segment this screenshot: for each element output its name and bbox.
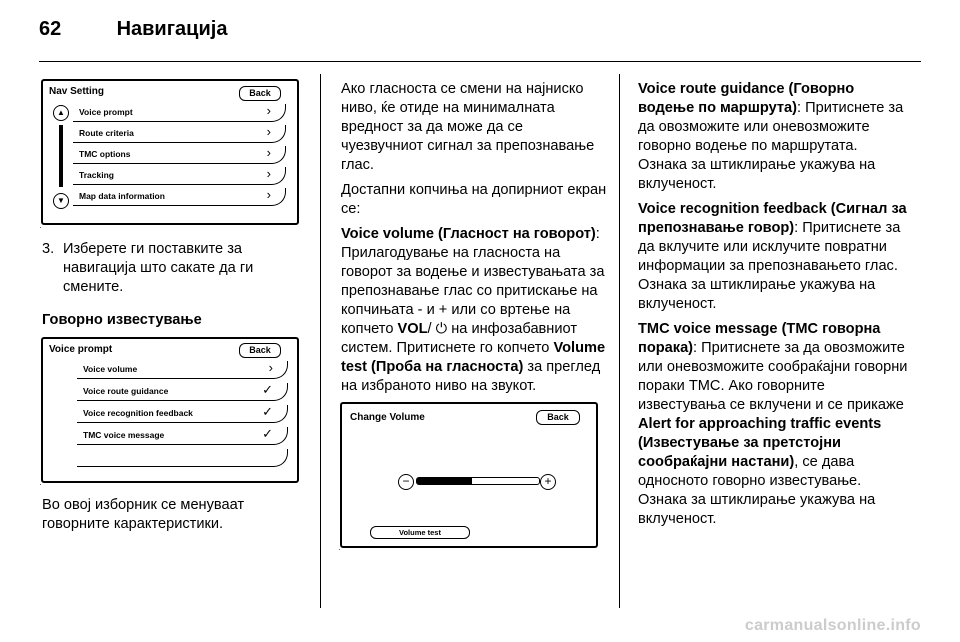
header-rule: [39, 61, 921, 62]
page-title: Навигација: [116, 18, 228, 40]
figure-change-volume: [340, 402, 598, 548]
chevron-right-icon: ›: [266, 145, 271, 160]
plus-button[interactable]: +: [540, 474, 556, 490]
volume-test-button[interactable]: Volume test: [370, 526, 470, 539]
scrollbar[interactable]: [59, 125, 63, 187]
text: за преглед на избраното ниво на звукот.: [341, 359, 601, 394]
menu-item-label: Voice route guidance: [83, 386, 169, 396]
figure-nav-setting: [41, 79, 299, 225]
menu-item-label: Map data information: [79, 191, 165, 201]
term-volume-test: Volume test (Проба на гласноста): [341, 340, 606, 375]
scroll-down-icon[interactable]: ▼: [53, 193, 69, 209]
menu-item-label: Tracking: [79, 170, 114, 180]
term-tmc-message: TMC voice message (TMC говорна порака): [638, 321, 881, 356]
chevron-right-icon: ›: [268, 360, 273, 375]
text: : Притиснете за да вклучите или исклучите повратни информации за препознавањето глас. Ознака за штиклирање укажува на вклученост.: [638, 220, 901, 312]
back-button[interactable]: Back: [239, 86, 281, 101]
volume-level: [417, 478, 472, 484]
menu-item[interactable]: [77, 427, 288, 445]
menu-item[interactable]: [73, 125, 286, 143]
menu-item[interactable]: [73, 167, 286, 185]
text: : Притиснете за да овозможите или оневозможите сообраќајни говорни пораки TMC. Ако говорните известувања се вклучени и се прикаже: [638, 340, 908, 413]
text: : Притиснете за да овозможите или оневозможите говорно водење по маршрутата. Ознака за штиклирање укажува на вклученост.: [638, 100, 904, 192]
figure-marker: ·: [338, 544, 341, 554]
section-heading: Говорно известување: [42, 312, 202, 328]
scroll-up-icon[interactable]: ▲: [53, 105, 69, 121]
checkmark-icon: ✓: [262, 404, 273, 419]
menu-item[interactable]: [77, 361, 288, 379]
figure-title: Nav Setting: [49, 86, 105, 97]
col3-text: [638, 80, 910, 535]
text: : Прилагодување на гласноста на говорот за водење и известувањата за препознавање глас со притискање на копчињата - и + или со вртење на копчето: [341, 226, 605, 337]
figure-voice-prompt: [41, 337, 299, 483]
figure-title: Change Volume: [350, 412, 425, 423]
col2-text: [341, 80, 607, 396]
paragraph-route-guidance: [638, 80, 910, 194]
term-voice-volume: Voice volume (Гласност на говорот): [341, 226, 596, 242]
page-number: 62: [39, 18, 62, 40]
menu-item-label: Voice recognition feedback: [83, 408, 193, 418]
paragraph-tmc-message: [638, 320, 910, 529]
menu-item[interactable]: [73, 188, 286, 206]
figure-marker: ·: [39, 479, 42, 489]
menu-item-label: Route criteria: [79, 128, 134, 138]
figure-marker: ·: [39, 222, 42, 232]
chevron-right-icon: ›: [266, 187, 271, 202]
back-button[interactable]: Back: [239, 343, 281, 358]
menu-item[interactable]: [77, 405, 288, 423]
volume-slider[interactable]: [416, 477, 540, 485]
numbered-step: [42, 240, 307, 297]
paragraph: Достапни копчиња на допирниот екран се:: [341, 182, 607, 217]
term-recognition-feedback: Voice recognition feedback (Сигнал за препознавање говор): [638, 201, 907, 236]
menu-item-label: Voice prompt: [79, 107, 133, 117]
menu-item-label: Voice volume: [83, 364, 138, 374]
step-text: Изберете ги поставките за навигација што сакате да ги смените.: [63, 241, 254, 295]
term-alert: Alert for approaching traffic events (Известување за претстојни сообраќајни настани): [638, 416, 882, 470]
menu-item-empty: [77, 449, 288, 467]
menu-item[interactable]: [73, 146, 286, 164]
chevron-right-icon: ›: [266, 124, 271, 139]
paragraph-recognition-feedback: [638, 200, 910, 314]
chevron-right-icon: ›: [266, 166, 271, 181]
menu-item-label: TMC voice message: [83, 430, 165, 440]
col1-text: [42, 240, 307, 336]
menu-item-label: TMC options: [79, 149, 131, 159]
step-number: 3.: [42, 241, 55, 257]
checkmark-icon: ✓: [262, 426, 273, 441]
paragraph-voice-volume: [341, 225, 607, 396]
back-button[interactable]: Back: [536, 410, 580, 425]
page-header: [39, 18, 227, 41]
term-route-guidance: Voice route guidance (Говорно водење по маршрута): [638, 81, 855, 116]
paragraph: Ако гласноста се смени на најниско ниво, ќе отиде на минималната вредност за да може да се чуезвучниот сигнал за препознавање глас.: [341, 81, 595, 173]
column-divider: [619, 74, 620, 608]
term-vol: VOL: [397, 321, 428, 337]
paragraph: Во овој изборник се менуваат говорните карактеристики.: [42, 497, 245, 532]
text: , се дава односното говорно известување. Ознака за штиклирање укажува на вклученост.: [638, 454, 876, 527]
menu-item[interactable]: [77, 383, 288, 401]
text: / ⏻ на инфозабавниот систем. Притиснете го копчето: [341, 321, 577, 356]
figure-title: Voice prompt: [49, 344, 113, 355]
footer-watermark: carmanualsonline.info: [744, 617, 921, 634]
col1-paragraph: [42, 496, 312, 540]
chevron-right-icon: ›: [266, 103, 271, 118]
checkmark-icon: ✓: [262, 382, 273, 397]
minus-button[interactable]: −: [398, 474, 414, 490]
menu-item[interactable]: [73, 104, 286, 122]
column-divider: [320, 74, 321, 608]
